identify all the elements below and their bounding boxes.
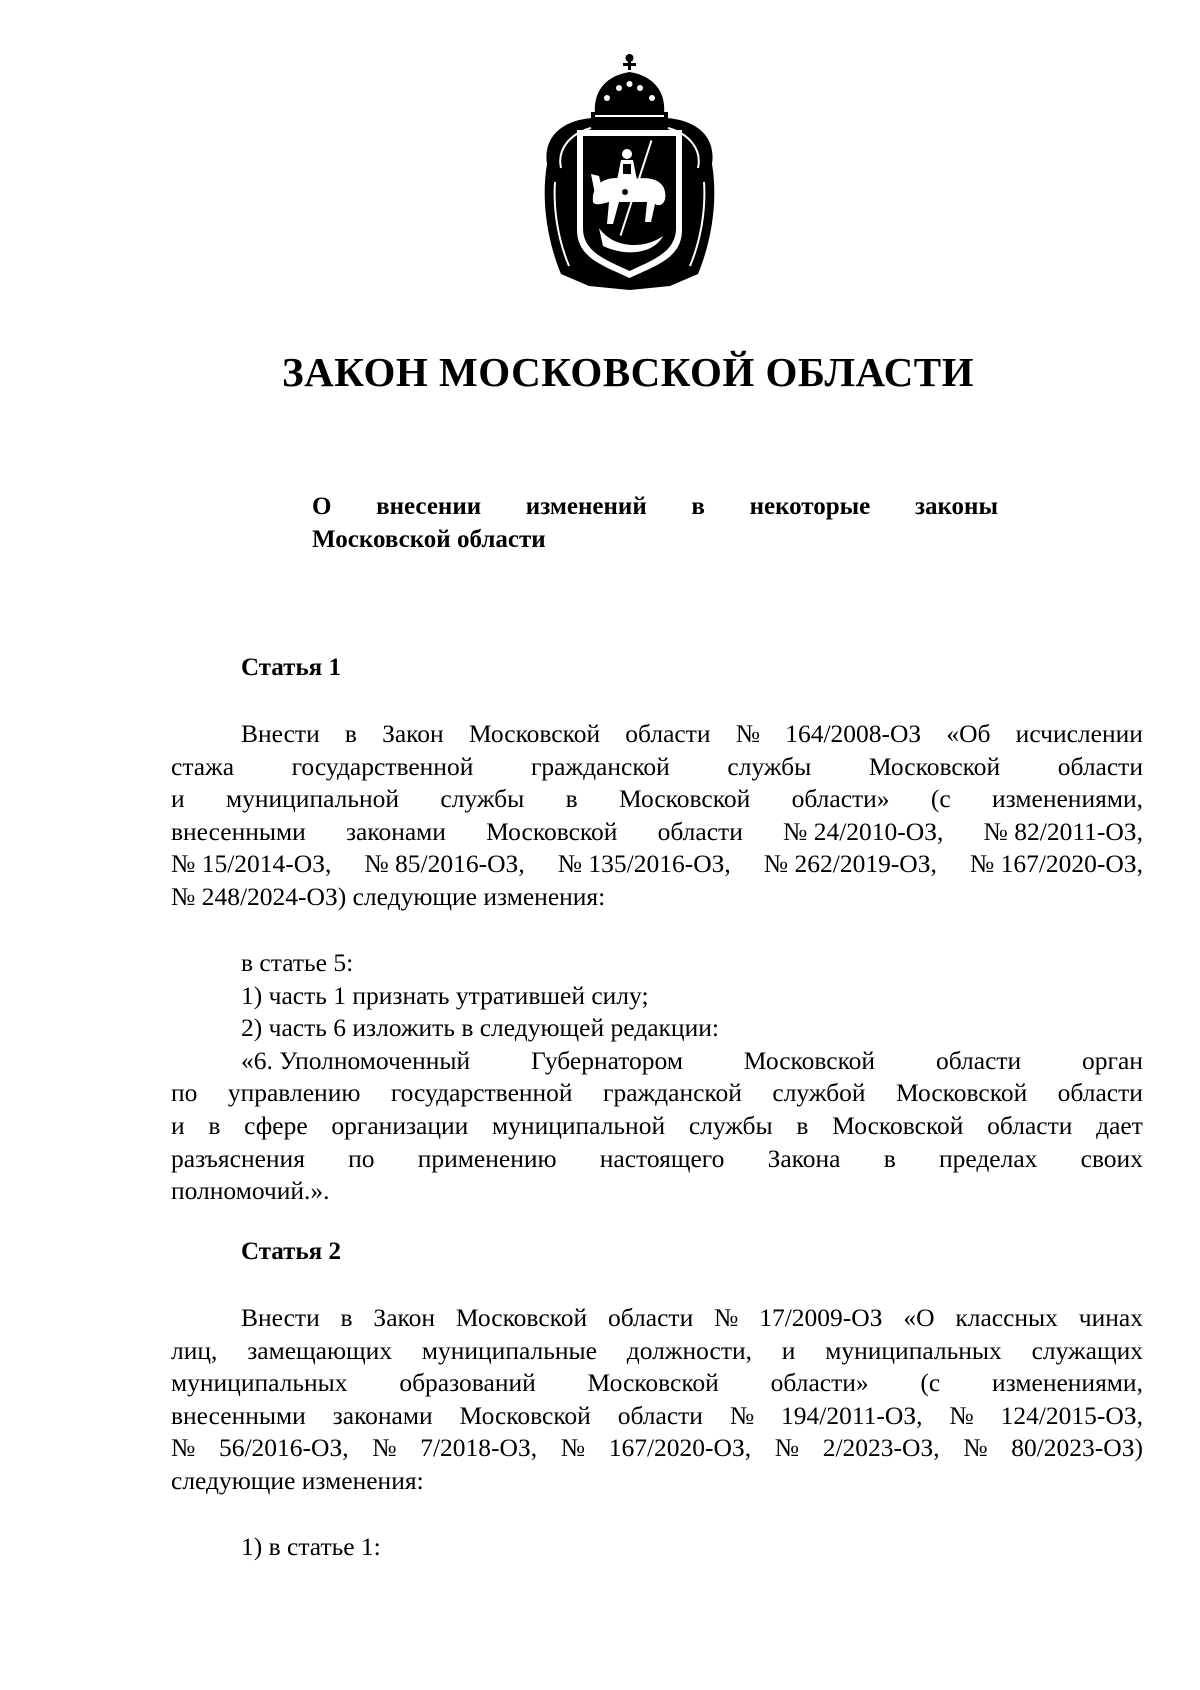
text-line: [171, 1302, 1143, 1335]
word: Московской: [832, 1110, 964, 1140]
word: орган: [1082, 1045, 1143, 1075]
word: в: [344, 719, 357, 748]
word: лиц,: [171, 1335, 218, 1365]
word: организации: [331, 1110, 469, 1140]
word: «Об: [946, 719, 991, 748]
word: 2/2023-ОЗ,: [822, 1433, 940, 1463]
text-line: [171, 1367, 1143, 1400]
word: в: [340, 1303, 353, 1332]
text-line: 2) часть 6 изложить в следующей редакции:: [241, 1013, 719, 1043]
word: в: [883, 1143, 896, 1173]
text-line: [171, 783, 1143, 816]
word: 167/2020-ОЗ,: [608, 1433, 752, 1463]
text-line: в статье 5:: [241, 948, 354, 977]
word: области: [657, 816, 743, 846]
word: должности,: [626, 1335, 753, 1365]
article-2-intro: [171, 1302, 1143, 1498]
word: Губернатором: [531, 1045, 683, 1075]
word: Закон: [373, 1303, 436, 1332]
word: О: [312, 493, 332, 520]
word: области»: [770, 1368, 869, 1398]
word: службой: [772, 1078, 866, 1108]
word: по: [348, 1143, 375, 1173]
article-1-intro: [171, 718, 1143, 914]
word: (с: [930, 784, 951, 814]
word: 17/2009-ОЗ: [759, 1303, 883, 1332]
document-title: ЗАКОН МОСКОВСКОЙ ОБЛАСТИ: [282, 349, 974, 395]
text-line: [171, 1400, 1143, 1433]
article-1-items: [171, 947, 1143, 1208]
word: Закон: [382, 719, 444, 748]
article-2-heading: Статья 2: [241, 1238, 341, 1265]
word: Московской: [895, 1078, 1028, 1108]
word: чинах: [1078, 1303, 1143, 1332]
word: №: [729, 1400, 755, 1430]
word: муниципальных: [825, 1335, 1002, 1365]
text-line: [171, 1432, 1143, 1465]
word: изменений: [525, 493, 647, 520]
word: Московской: [743, 1045, 876, 1075]
word: Московской: [455, 1303, 588, 1332]
text-line: [171, 751, 1143, 784]
word: №: [372, 1433, 397, 1463]
word: 56/2016-ОЗ,: [218, 1433, 349, 1463]
word: области: [935, 1045, 1022, 1075]
word: и: [171, 784, 185, 814]
word: изменениями,: [992, 1368, 1143, 1398]
text-line: [171, 1335, 1143, 1368]
word: области: [987, 1110, 1073, 1140]
word: законами: [345, 816, 446, 846]
word: 7/2018-ОЗ,: [420, 1433, 538, 1463]
word: государственной: [291, 751, 474, 781]
word: Закона: [767, 1143, 841, 1173]
word: применению: [417, 1143, 557, 1173]
subtitle-line-1: [312, 490, 998, 523]
word: №: [735, 719, 761, 748]
word: № 15/2014-ОЗ,: [171, 849, 332, 879]
word: №: [774, 1433, 800, 1463]
word: № 262/2019-ОЗ,: [763, 849, 937, 879]
word: области: [617, 1400, 703, 1430]
word: замещающих: [247, 1335, 393, 1365]
word: в: [796, 1110, 809, 1140]
word: исчислении: [1015, 719, 1143, 748]
text-line: [171, 1143, 1143, 1176]
word: области»: [791, 784, 890, 814]
word: внесенными: [171, 816, 306, 846]
article-2-items: [171, 1531, 1143, 1564]
word: Московской: [486, 816, 618, 846]
word: службы: [688, 1110, 773, 1140]
word: области: [607, 1303, 694, 1332]
word: по: [171, 1078, 198, 1108]
word: Внести: [241, 1303, 320, 1332]
word: стажа: [171, 751, 235, 781]
word: образований: [399, 1368, 536, 1398]
word: Внести: [241, 719, 320, 748]
word: № 82/2011-ОЗ,: [983, 816, 1143, 846]
word: 164/2008-ОЗ: [785, 719, 922, 748]
word: №: [714, 1303, 739, 1332]
word: своих: [1080, 1143, 1143, 1173]
word: в: [691, 493, 705, 520]
word: и: [171, 1110, 185, 1140]
word: службы: [727, 751, 812, 781]
word: гражданской: [603, 1078, 742, 1108]
word: № 24/2010-ОЗ,: [783, 816, 944, 846]
word: № 85/2016-ОЗ,: [364, 849, 525, 879]
document-subtitle: [312, 490, 998, 556]
word: 80/2023-ОЗ): [1011, 1433, 1143, 1463]
word: области: [1057, 751, 1143, 781]
word: муниципальной: [225, 784, 400, 814]
word: области: [625, 719, 711, 748]
word: №: [560, 1433, 586, 1463]
word: муниципальные: [421, 1335, 597, 1365]
text-line: [171, 718, 1143, 751]
text-line: 1) в статье 1:: [241, 1532, 381, 1561]
text-line: следующие изменения:: [171, 1465, 424, 1495]
word: Московской: [459, 1400, 591, 1430]
subtitle-line-2: Московской области: [312, 526, 546, 553]
text-line: [171, 1110, 1143, 1143]
word: Московской: [587, 1368, 719, 1398]
word: муниципальных: [171, 1368, 348, 1398]
word: пределах: [938, 1143, 1038, 1173]
word: гражданской: [530, 751, 670, 781]
word: №: [171, 1433, 196, 1463]
word: законами: [332, 1400, 433, 1430]
word: служащих: [1031, 1335, 1143, 1365]
text-line: [171, 1077, 1143, 1110]
word: государственной: [390, 1078, 573, 1108]
word: Московской: [618, 784, 751, 814]
word: 194/2011-ОЗ,: [781, 1400, 923, 1430]
text-line: 1) часть 1 признать утратившей силу;: [241, 980, 649, 1010]
word: законы: [914, 493, 998, 520]
word: настоящего: [599, 1143, 725, 1173]
word: 124/2015-ОЗ,: [1000, 1400, 1143, 1430]
text-line: № 248/2024-ОЗ) следующие изменения:: [171, 881, 606, 911]
word: в: [565, 784, 578, 814]
word: дает: [1096, 1110, 1143, 1140]
word: №: [949, 1400, 974, 1430]
word: некоторые: [749, 493, 871, 520]
article-1-heading: Статья 1: [241, 654, 341, 681]
word: внесении: [376, 493, 482, 520]
word: №: [963, 1433, 988, 1463]
word: (с: [920, 1368, 941, 1398]
word: Московской: [468, 719, 601, 748]
text-line: [171, 816, 1143, 849]
word: области: [1057, 1078, 1143, 1108]
word: разъяснения: [171, 1143, 305, 1173]
word: и: [781, 1335, 796, 1365]
text-line: полномочий.».: [171, 1176, 330, 1206]
word: муниципальной: [492, 1110, 666, 1140]
word: управлению: [227, 1078, 361, 1108]
word: изменениями,: [992, 784, 1143, 814]
word: классных: [955, 1303, 1058, 1332]
word: «О: [903, 1303, 935, 1332]
word: № 135/2016-ОЗ,: [557, 849, 731, 879]
word: внесенными: [171, 1400, 306, 1430]
text-line: [171, 1045, 1143, 1078]
word: № 167/2020-ОЗ,: [969, 849, 1143, 879]
word: в: [208, 1110, 221, 1140]
word: «6. Уполномоченный: [241, 1045, 471, 1075]
word: службы: [440, 784, 525, 814]
coat-of-arms-icon: [533, 52, 726, 292]
text-line: [171, 848, 1143, 881]
word: Московской: [868, 751, 1001, 781]
word: сфере: [244, 1110, 308, 1140]
